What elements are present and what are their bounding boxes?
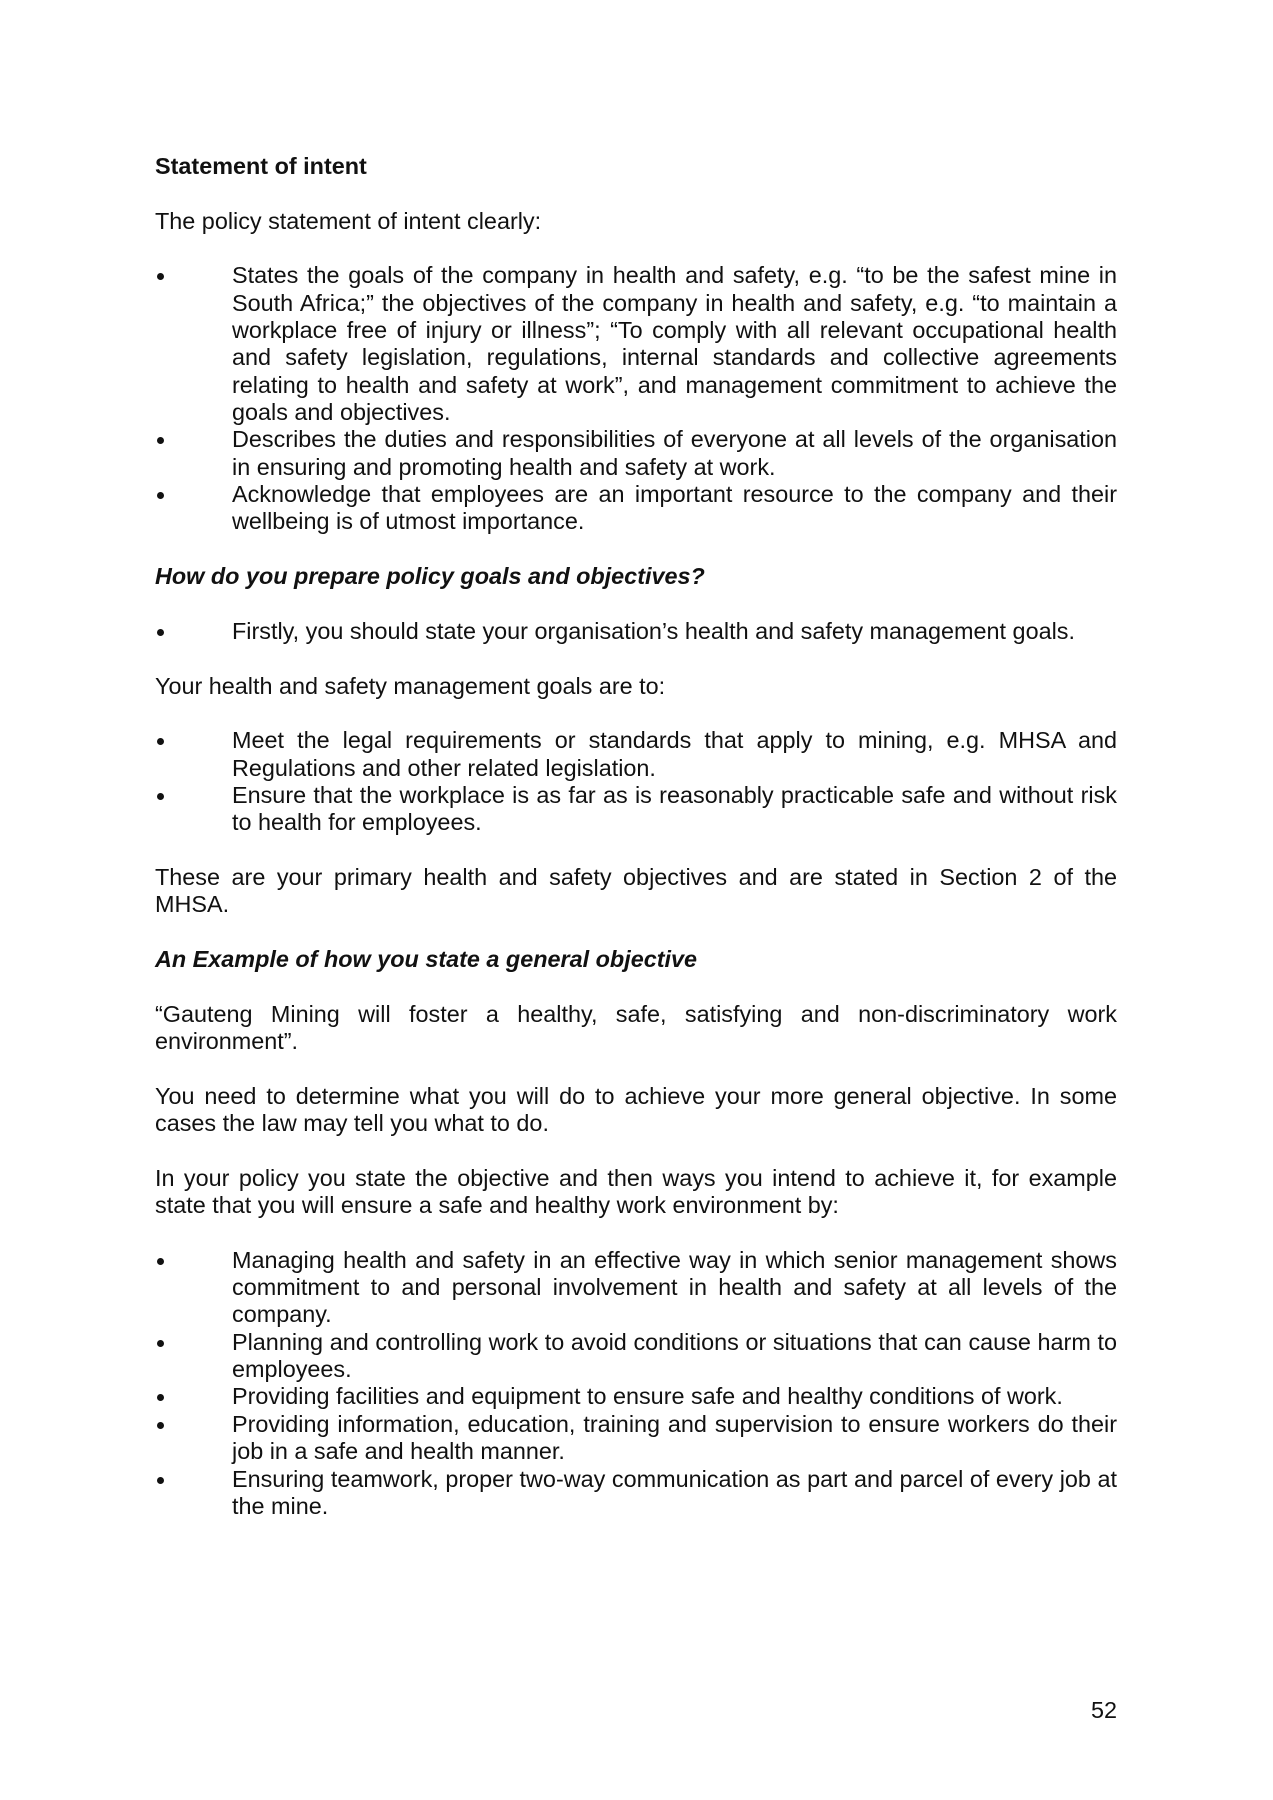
policy-paragraph: In your policy you state the objective and then ways you intend to achieve it, for example state that you will ensure a safe and healthy work environment by:	[155, 1164, 1117, 1219]
spacer	[155, 837, 1117, 864]
list-item-text: Providing information, education, training and supervision to ensure workers do their job in a safe and health manner.	[232, 1410, 1117, 1465]
bullet-icon	[157, 492, 164, 499]
example-quote: “Gauteng Mining will foster a healthy, safe, satisfying and non-discriminatory work environment”.	[155, 1000, 1117, 1054]
list-item-text: Planning and controlling work to avoid conditions or situations that can cause harm to employees.	[232, 1328, 1117, 1383]
intro-paragraph: The policy statement of intent clearly:	[155, 207, 542, 234]
spacer	[155, 591, 1117, 618]
spacer	[155, 536, 1117, 563]
ways-bullet-list	[155, 1247, 1117, 1520]
bullet-icon	[157, 738, 164, 745]
primary-objectives-paragraph: These are your primary health and safety objectives and are stated in Section 2 of the MHSA.	[155, 863, 1117, 918]
list-item-text: Ensure that the workplace is as far as is reasonably practicable safe and without risk to health for employees.	[232, 781, 1117, 836]
bullet-icon	[157, 273, 164, 280]
spacer	[155, 1137, 1117, 1164]
list-item-text: States the goals of the company in health and safety, e.g. “to be the safest mine in South Africa;” the objectives of the company in health and safety, e.g. “to maintain a workplace free of injury or illness”; “To comply with all relevant occupational health and safety legislation, regulations, internal standards and collective agreements relating to health and safety at work”, and management commitment to achieve the goals and objectives.	[232, 262, 1117, 426]
spacer	[155, 645, 1117, 672]
bullet-icon	[157, 437, 164, 444]
list-item	[155, 1383, 1117, 1410]
list-item-text: Acknowledge that employees are an important resource to the company and their wellbeing is of utmost importance.	[232, 481, 1117, 535]
list-item	[155, 1411, 1117, 1466]
list-item	[155, 426, 1117, 481]
list-item-text: Meet the legal requirements or standards that apply to mining, e.g. MHSA and Regulations and other related legislation.	[232, 727, 1117, 781]
page-number: 52	[1090, 1697, 1117, 1723]
spacer	[155, 235, 1117, 262]
bullet-icon	[157, 1477, 164, 1484]
prepare-bullet-list	[155, 618, 1117, 645]
list-item-text: Describes the duties and responsibilities of everyone at all levels of the organisation in ensuring and promoting health and safety at work.	[232, 426, 1117, 480]
bullet-icon	[157, 629, 164, 636]
goals-bullet-list	[155, 727, 1117, 836]
bullet-icon	[157, 1394, 164, 1401]
list-item-text: Providing facilities and equipment to ensure safe and healthy conditions of work.	[232, 1383, 1063, 1410]
bullet-icon	[157, 1340, 164, 1347]
example-heading: An Example of how you state a general objective	[155, 945, 698, 972]
intent-bullet-list	[155, 262, 1117, 535]
list-item-text: Ensuring teamwork, proper two-way communication as part and parcel of every job at the mine.	[232, 1465, 1117, 1519]
goals-intro: Your health and safety management goals are to:	[155, 672, 666, 699]
list-item	[155, 262, 1117, 426]
determine-paragraph: You need to determine what you will do to achieve your more general objective. In some cases the law may tell you what to do.	[155, 1082, 1117, 1137]
section-title: Statement of intent	[155, 153, 367, 179]
list-item	[155, 481, 1117, 536]
list-item	[155, 1247, 1117, 1329]
document-page	[155, 153, 1117, 1520]
list-item	[155, 618, 1117, 645]
bullet-icon	[157, 1422, 164, 1429]
list-item	[155, 1466, 1117, 1521]
spacer	[155, 919, 1117, 946]
list-item	[155, 727, 1117, 782]
spacer	[155, 973, 1117, 1000]
spacer	[155, 700, 1117, 727]
spacer	[155, 180, 1117, 207]
bullet-icon	[157, 793, 164, 800]
list-item-text: Firstly, you should state your organisation’s health and safety management goals.	[232, 617, 1075, 644]
list-item	[155, 1329, 1117, 1384]
prepare-heading: How do you prepare policy goals and objectives?	[155, 563, 705, 590]
bullet-icon	[157, 1258, 164, 1265]
spacer	[155, 1055, 1117, 1082]
list-item	[155, 782, 1117, 837]
list-item-text: Managing health and safety in an effective way in which senior management shows commitment to and personal involvement in health and safety at all levels of the company.	[232, 1246, 1117, 1328]
spacer	[155, 1219, 1117, 1246]
